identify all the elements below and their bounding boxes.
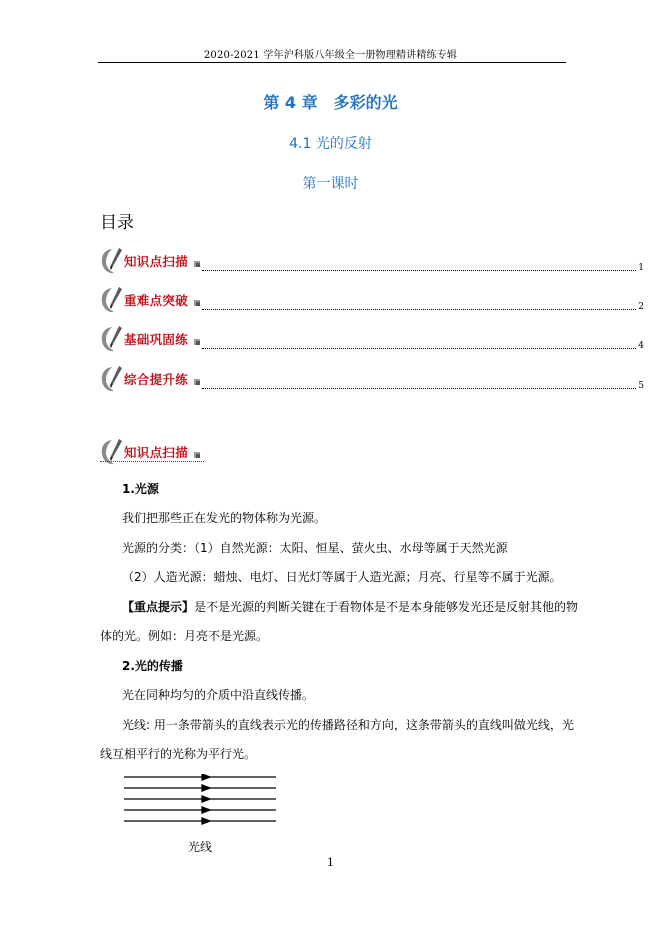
section-title: 4.1 光的反射	[289, 136, 372, 152]
brush-icon	[100, 324, 126, 354]
corner-mark-icon	[194, 452, 200, 458]
toc-item-label: 知识点扫描	[124, 254, 189, 269]
brush-icon	[100, 364, 126, 394]
heading-propagation: 2.光的传播	[122, 659, 183, 673]
toc-badge	[100, 324, 202, 354]
toc-leader	[202, 348, 636, 349]
corner-mark-icon	[194, 261, 200, 267]
paragraph-ray: 光线: 用一条带箭头的直线表示光的传播路径和方向，这条带箭头的直线叫做光线，光	[122, 718, 574, 732]
toc-leader	[202, 309, 636, 310]
diagram-label: 光线	[188, 840, 213, 854]
heading-light-source: 1.光源	[122, 482, 159, 496]
tip-text: 是不是光源的判断关键在于看物体是不是本身能够发光还是反射其他的物	[194, 600, 579, 614]
brush-icon	[100, 437, 126, 467]
paragraph-classification: 光源的分类：（1）自然光源：太阳、恒星、萤火虫、水母等属于天然光源	[122, 541, 508, 555]
ray-arrow	[202, 796, 210, 802]
toc-badge	[100, 364, 202, 394]
tip-tag: 【重点提示】	[122, 600, 195, 614]
toc-leader	[202, 388, 636, 389]
parallel-rays-diagram	[122, 774, 278, 830]
toc-page-number: 4	[638, 341, 644, 351]
page-number: 1	[327, 856, 334, 869]
toc-item-advanced-practice[interactable]	[100, 364, 644, 394]
toc-item-knowledge[interactable]	[100, 246, 644, 276]
toc-badge	[100, 285, 202, 315]
lesson-title: 第一课时	[302, 176, 359, 192]
corner-mark-icon	[194, 339, 200, 345]
toc-item-label: 综合提升练	[124, 372, 189, 387]
chapter-title: 第 4 章 多彩的光	[263, 93, 398, 112]
brush-icon	[100, 285, 126, 315]
section-badge-label: 知识点扫描	[124, 445, 189, 460]
section-badge-rule	[100, 461, 204, 462]
toc-page-number: 5	[638, 381, 644, 391]
toc-item-label: 基础巩固练	[124, 332, 189, 347]
document-header: 2020-2021 学年沪科版八年级全一册物理精讲精练专辑	[203, 50, 458, 61]
corner-mark-icon	[194, 300, 200, 306]
corner-mark-icon	[194, 379, 200, 385]
paragraph-propagation: 光在同种均匀的介质中沿直线传播。	[122, 688, 315, 702]
paragraph-tip	[122, 598, 578, 616]
paragraph-definition: 我们把那些正在发光的物体称为光源。	[122, 511, 327, 525]
paragraph-artificial: （2）人造光源：蜡烛、电灯、日光灯等属于人造光源；月亮、行星等不属于光源。	[122, 570, 562, 584]
brush-icon	[100, 246, 126, 276]
ray-arrow	[202, 807, 210, 813]
ray-arrow	[202, 774, 210, 780]
toc-item-difficulties[interactable]	[100, 285, 644, 315]
paragraph-ray-continued: 线互相平行的光称为平行光。	[100, 747, 257, 761]
toc-page-number: 1	[638, 263, 644, 273]
toc-leader	[202, 270, 636, 271]
toc-item-label: 重难点突破	[124, 293, 189, 308]
ray-arrow	[202, 785, 210, 791]
section-badge	[100, 437, 204, 467]
ray-arrow	[202, 818, 210, 824]
toc-title: 目录	[100, 213, 134, 233]
toc-item-basic-practice[interactable]	[100, 324, 644, 354]
toc-badge	[100, 246, 202, 276]
paragraph-tip-continued: 体的光。例如：月亮不是光源。	[100, 629, 269, 643]
toc-page-number: 2	[638, 302, 644, 312]
header-rule	[98, 62, 566, 63]
